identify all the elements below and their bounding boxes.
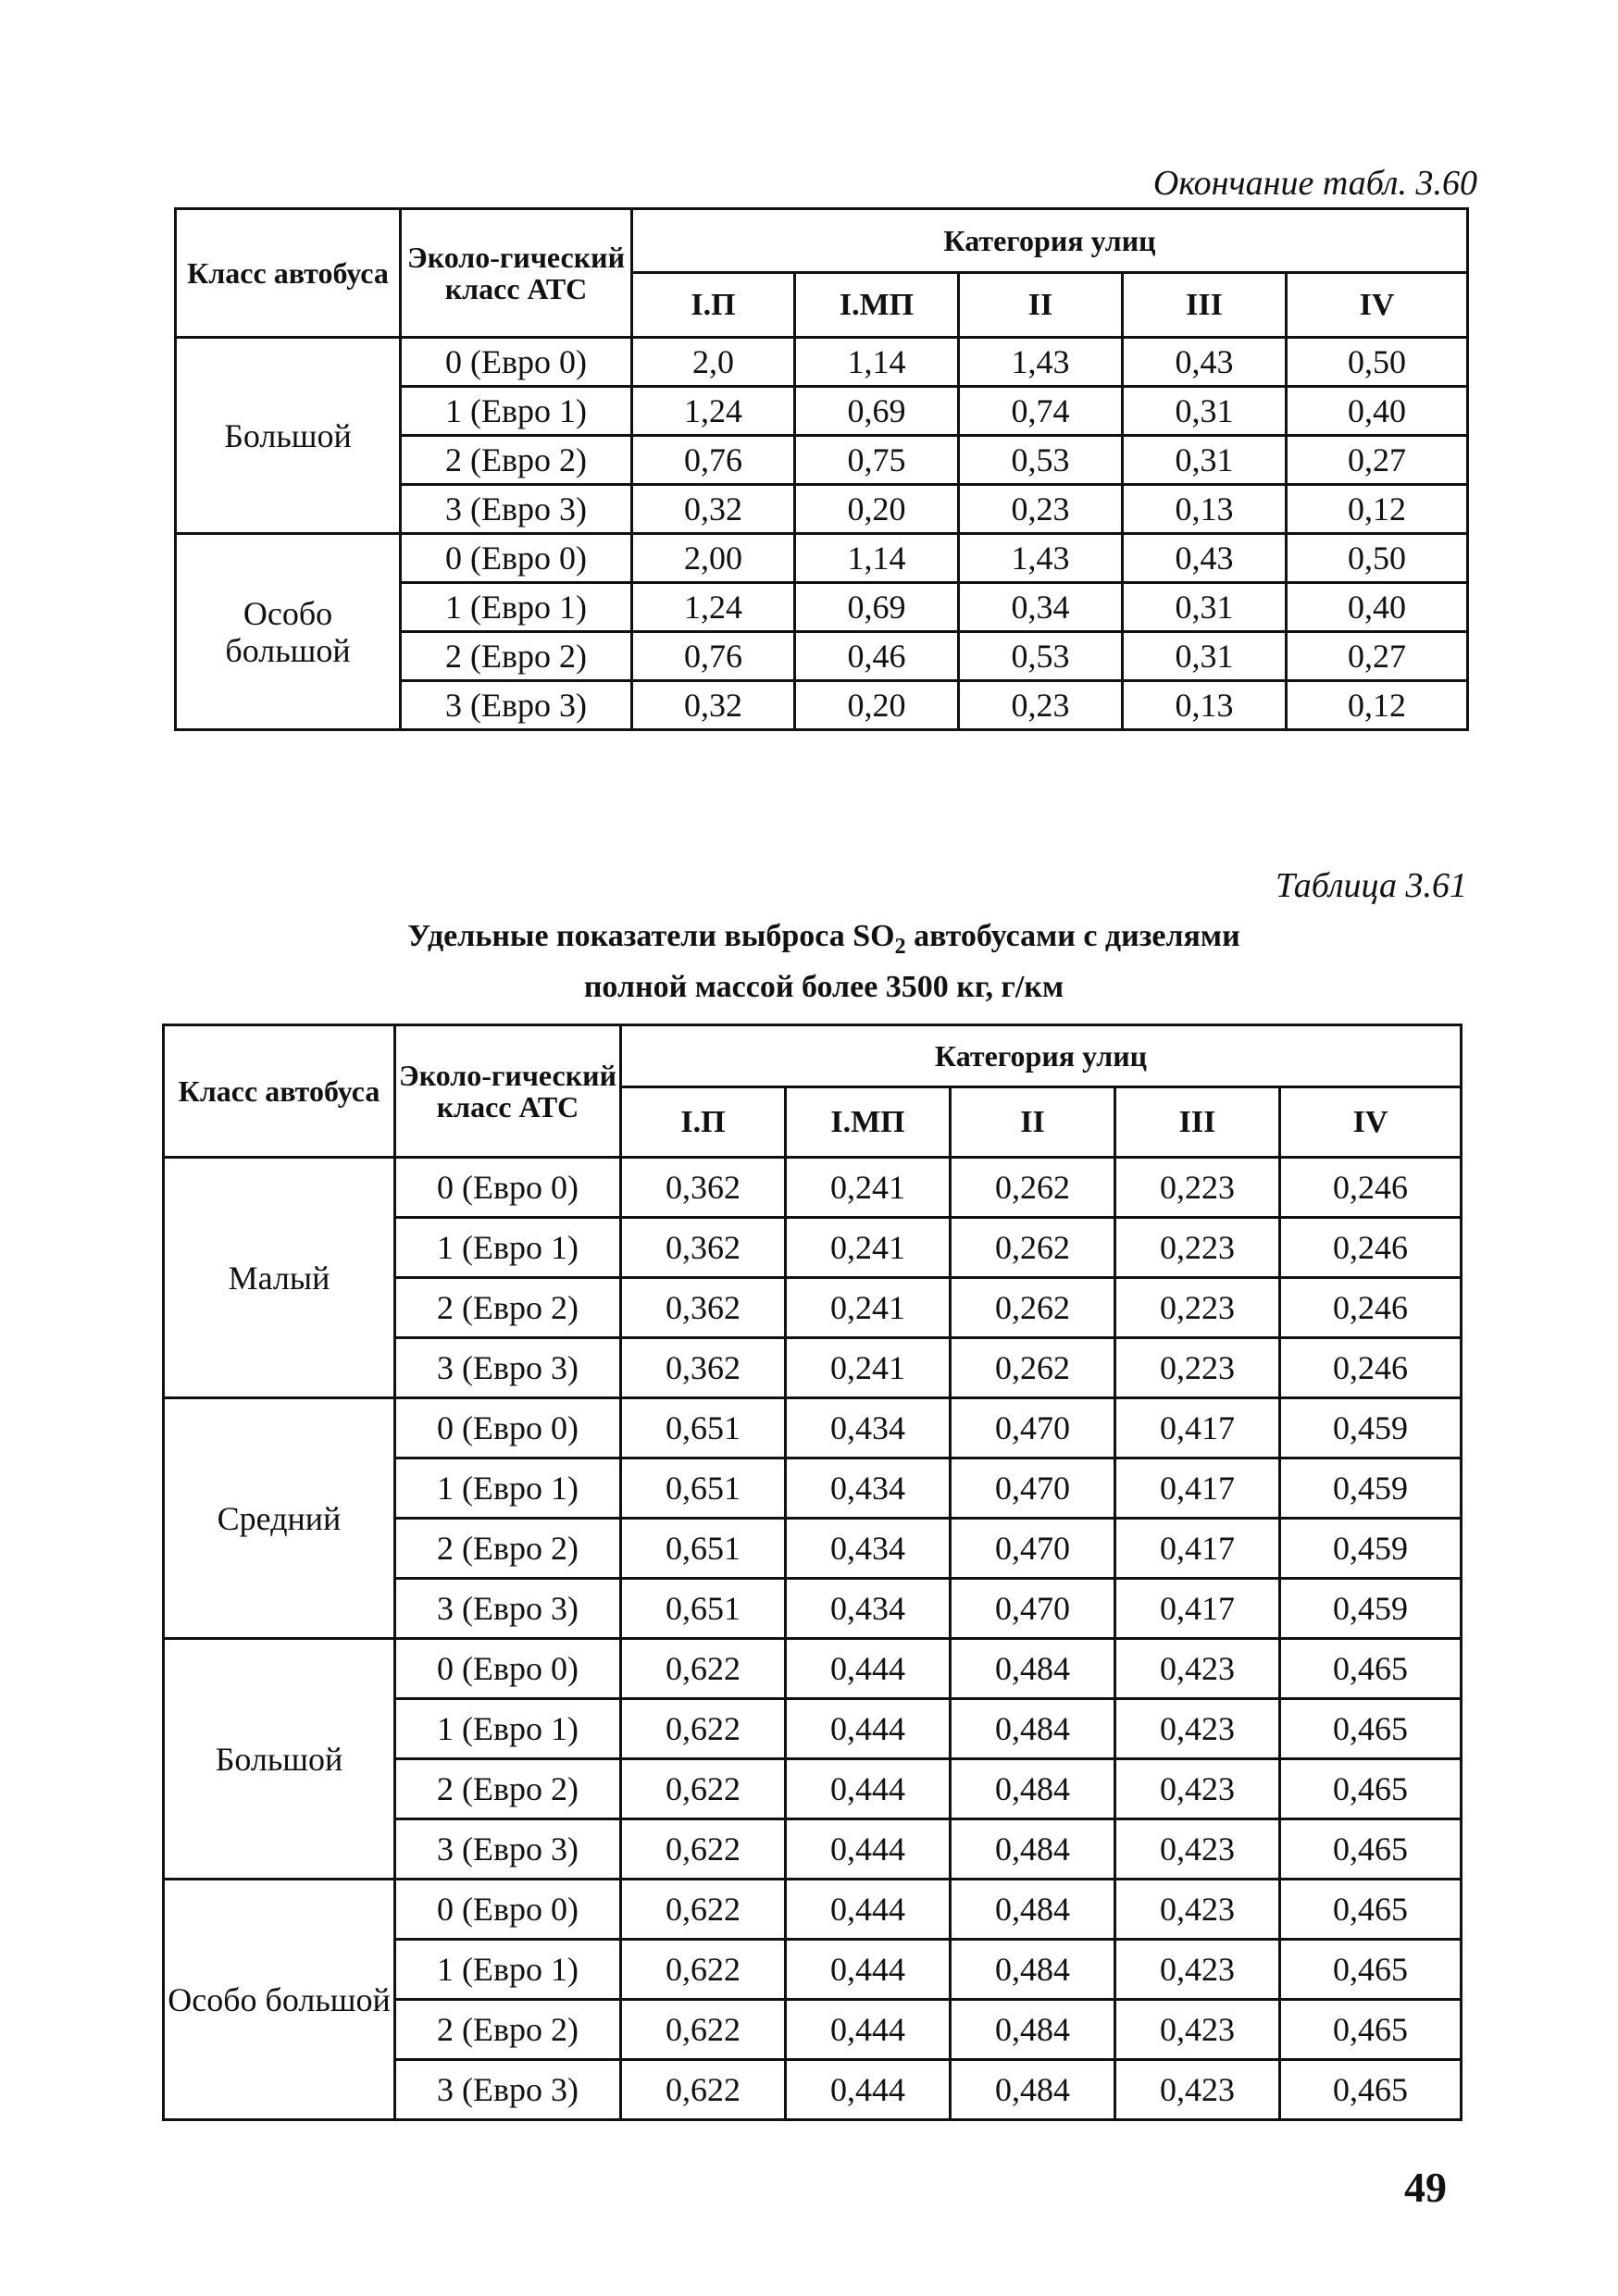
value-cell: 0,622 <box>621 1819 786 1880</box>
value-cell: 0,465 <box>1280 1819 1462 1880</box>
value-cell: 0,46 <box>795 632 959 681</box>
table-row <box>164 1639 1462 1699</box>
table-row <box>176 338 1468 387</box>
value-cell: 0,484 <box>951 1759 1115 1819</box>
value-cell: 0,622 <box>621 1699 786 1759</box>
value-cell: 0,12 <box>1287 485 1468 534</box>
eco-class-cell: 3 (Евро 3) <box>401 485 632 534</box>
value-cell: 0,69 <box>795 387 959 436</box>
value-cell: 0,417 <box>1115 1458 1280 1519</box>
bus-class-cell: Особо большой <box>176 534 401 730</box>
value-cell: 0,465 <box>1280 1639 1462 1699</box>
value-cell: 0,23 <box>959 681 1123 730</box>
eco-class-cell: 3 (Евро 3) <box>395 1819 621 1880</box>
value-cell: 0,465 <box>1280 2060 1462 2120</box>
value-cell: 0,470 <box>951 1398 1115 1458</box>
value-cell: 0,444 <box>786 2000 951 2060</box>
value-cell: 0,20 <box>795 485 959 534</box>
eco-class-cell: 2 (Евро 2) <box>401 436 632 485</box>
column-header: IV <box>1287 273 1468 338</box>
value-cell: 0,622 <box>621 1759 786 1819</box>
column-header: III <box>1123 273 1287 338</box>
eco-class-cell: 2 (Евро 2) <box>395 1519 621 1579</box>
column-header: I.МП <box>786 1087 951 1158</box>
value-cell: 0,434 <box>786 1398 951 1458</box>
value-cell: 0,223 <box>1115 1338 1280 1398</box>
eco-class-cell: 0 (Евро 0) <box>395 1398 621 1458</box>
eco-class-cell: 2 (Евро 2) <box>395 2000 621 2060</box>
table-caption: Таблица 3.61 <box>1276 866 1467 905</box>
value-cell: 0,20 <box>795 681 959 730</box>
eco-class-cell: 1 (Евро 1) <box>395 1218 621 1278</box>
value-cell: 0,27 <box>1287 632 1468 681</box>
value-cell: 0,622 <box>621 1880 786 1940</box>
value-cell: 0,262 <box>951 1278 1115 1338</box>
value-cell: 0,434 <box>786 1579 951 1639</box>
table-continuation-caption: Окончание табл. 3.60 <box>1152 164 1477 203</box>
value-cell: 1,14 <box>795 534 959 583</box>
table-title <box>278 916 1370 1008</box>
emission-table-3-61 <box>162 1024 1462 2121</box>
value-cell: 0,417 <box>1115 1519 1280 1579</box>
header-eco-class: Эколо-гический класс АТС <box>401 209 632 338</box>
value-cell: 0,246 <box>1280 1218 1462 1278</box>
column-header: III <box>1115 1087 1280 1158</box>
value-cell: 1,43 <box>959 534 1123 583</box>
eco-class-cell: 1 (Евро 1) <box>401 583 632 632</box>
value-cell: 0,444 <box>786 1940 951 2000</box>
value-cell: 0,223 <box>1115 1218 1280 1278</box>
value-cell: 0,622 <box>621 2060 786 2120</box>
value-cell: 0,484 <box>951 1880 1115 1940</box>
bus-class-cell: Особо большой <box>164 1880 395 2120</box>
value-cell: 0,246 <box>1280 1278 1462 1338</box>
value-cell: 0,53 <box>959 436 1123 485</box>
value-cell: 0,43 <box>1123 534 1287 583</box>
value-cell: 0,40 <box>1287 583 1468 632</box>
value-cell: 0,651 <box>621 1579 786 1639</box>
value-cell: 0,484 <box>951 2000 1115 2060</box>
value-cell: 0,417 <box>1115 1398 1280 1458</box>
value-cell: 2,0 <box>632 338 795 387</box>
eco-class-cell: 3 (Евро 3) <box>401 681 632 730</box>
eco-class-cell: 2 (Евро 2) <box>395 1759 621 1819</box>
eco-class-cell: 1 (Евро 1) <box>395 1940 621 2000</box>
value-cell: 0,423 <box>1115 2060 1280 2120</box>
header-eco-class: Эколо-гический класс АТС <box>395 1025 621 1158</box>
column-header: IV <box>1280 1087 1462 1158</box>
value-cell: 0,262 <box>951 1338 1115 1398</box>
value-cell: 0,622 <box>621 1639 786 1699</box>
value-cell: 0,484 <box>951 1639 1115 1699</box>
page-number: 49 <box>1404 2164 1447 2211</box>
value-cell: 0,246 <box>1280 1158 1462 1218</box>
eco-class-cell: 2 (Евро 2) <box>401 632 632 681</box>
value-cell: 1,24 <box>632 583 795 632</box>
value-cell: 0,12 <box>1287 681 1468 730</box>
value-cell: 0,484 <box>951 1699 1115 1759</box>
eco-class-cell: 0 (Евро 0) <box>395 1880 621 1940</box>
value-cell: 0,241 <box>786 1218 951 1278</box>
value-cell: 0,423 <box>1115 1819 1280 1880</box>
table-title-line2: полной массой более 3500 кг, г/км <box>583 969 1064 1004</box>
bus-class-cell: Большой <box>176 338 401 534</box>
value-cell: 0,423 <box>1115 1940 1280 2000</box>
column-header: II <box>959 273 1123 338</box>
eco-class-cell: 0 (Евро 0) <box>395 1158 621 1218</box>
value-cell: 0,32 <box>632 681 795 730</box>
value-cell: 0,23 <box>959 485 1123 534</box>
value-cell: 0,34 <box>959 583 1123 632</box>
value-cell: 0,423 <box>1115 1699 1280 1759</box>
value-cell: 0,465 <box>1280 1940 1462 2000</box>
value-cell: 0,50 <box>1287 534 1468 583</box>
eco-class-cell: 1 (Евро 1) <box>401 387 632 436</box>
value-cell: 0,484 <box>951 1940 1115 2000</box>
value-cell: 0,50 <box>1287 338 1468 387</box>
eco-class-cell: 1 (Евро 1) <box>395 1458 621 1519</box>
value-cell: 0,465 <box>1280 1880 1462 1940</box>
value-cell: 0,444 <box>786 2060 951 2120</box>
value-cell: 0,241 <box>786 1158 951 1218</box>
table-row <box>164 1880 1462 1940</box>
value-cell: 0,241 <box>786 1338 951 1398</box>
value-cell: 0,43 <box>1123 338 1287 387</box>
value-cell: 2,00 <box>632 534 795 583</box>
value-cell: 0,470 <box>951 1519 1115 1579</box>
eco-class-cell: 0 (Евро 0) <box>401 338 632 387</box>
value-cell: 1,14 <box>795 338 959 387</box>
header-bus-class: Класс автобуса <box>164 1025 395 1158</box>
value-cell: 0,32 <box>632 485 795 534</box>
value-cell: 0,470 <box>951 1458 1115 1519</box>
value-cell: 0,444 <box>786 1819 951 1880</box>
value-cell: 0,31 <box>1123 387 1287 436</box>
value-cell: 0,362 <box>621 1338 786 1398</box>
value-cell: 0,444 <box>786 1880 951 1940</box>
value-cell: 0,262 <box>951 1218 1115 1278</box>
bus-class-cell: Большой <box>164 1639 395 1880</box>
value-cell: 0,362 <box>621 1158 786 1218</box>
value-cell: 0,74 <box>959 387 1123 436</box>
value-cell: 0,69 <box>795 583 959 632</box>
value-cell: 0,31 <box>1123 436 1287 485</box>
header-street-category: Категория улиц <box>632 209 1468 273</box>
value-cell: 0,459 <box>1280 1398 1462 1458</box>
value-cell: 0,53 <box>959 632 1123 681</box>
value-cell: 0,651 <box>621 1398 786 1458</box>
eco-class-cell: 1 (Евро 1) <box>395 1699 621 1759</box>
value-cell: 0,444 <box>786 1639 951 1699</box>
column-header: II <box>951 1087 1115 1158</box>
value-cell: 0,223 <box>1115 1278 1280 1338</box>
header-bus-class: Класс автобуса <box>176 209 401 338</box>
value-cell: 0,423 <box>1115 1759 1280 1819</box>
value-cell: 0,13 <box>1123 681 1287 730</box>
title-part-1: Удельные показатели выброса SO <box>407 919 895 953</box>
eco-class-cell: 3 (Евро 3) <box>395 2060 621 2120</box>
header-street-category: Категория улиц <box>621 1025 1462 1087</box>
value-cell: 0,470 <box>951 1579 1115 1639</box>
table-title-line1 <box>278 916 1370 967</box>
value-cell: 0,459 <box>1280 1458 1462 1519</box>
value-cell: 0,622 <box>621 2000 786 2060</box>
value-cell: 1,24 <box>632 387 795 436</box>
table-row <box>164 1398 1462 1458</box>
value-cell: 0,75 <box>795 436 959 485</box>
eco-class-cell: 0 (Евро 0) <box>401 534 632 583</box>
value-cell: 0,484 <box>951 2060 1115 2120</box>
value-cell: 0,262 <box>951 1158 1115 1218</box>
value-cell: 0,417 <box>1115 1579 1280 1639</box>
column-header: I.П <box>621 1087 786 1158</box>
value-cell: 0,423 <box>1115 1880 1280 1940</box>
value-cell: 0,444 <box>786 1699 951 1759</box>
value-cell: 0,465 <box>1280 2000 1462 2060</box>
value-cell: 0,31 <box>1123 632 1287 681</box>
bus-class-cell: Малый <box>164 1158 395 1398</box>
value-cell: 0,465 <box>1280 1759 1462 1819</box>
value-cell: 0,27 <box>1287 436 1468 485</box>
eco-class-cell: 3 (Евро 3) <box>395 1338 621 1398</box>
value-cell: 1,43 <box>959 338 1123 387</box>
value-cell: 0,465 <box>1280 1699 1462 1759</box>
value-cell: 0,76 <box>632 632 795 681</box>
value-cell: 0,31 <box>1123 583 1287 632</box>
table-row <box>164 1158 1462 1218</box>
column-header: I.МП <box>795 273 959 338</box>
emission-table-3-60-end <box>174 207 1469 731</box>
value-cell: 0,444 <box>786 1759 951 1819</box>
value-cell: 0,484 <box>951 1819 1115 1880</box>
value-cell: 0,423 <box>1115 1639 1280 1699</box>
value-cell: 0,459 <box>1280 1519 1462 1579</box>
value-cell: 0,651 <box>621 1519 786 1579</box>
column-header: I.П <box>632 273 795 338</box>
value-cell: 0,434 <box>786 1458 951 1519</box>
value-cell: 0,76 <box>632 436 795 485</box>
value-cell: 0,459 <box>1280 1579 1462 1639</box>
eco-class-cell: 2 (Евро 2) <box>395 1278 621 1338</box>
value-cell: 0,434 <box>786 1519 951 1579</box>
value-cell: 0,362 <box>621 1218 786 1278</box>
eco-class-cell: 3 (Евро 3) <box>395 1579 621 1639</box>
table-row <box>176 534 1468 583</box>
value-cell: 0,423 <box>1115 2000 1280 2060</box>
value-cell: 0,362 <box>621 1278 786 1338</box>
title-subscript: 2 <box>894 934 906 959</box>
value-cell: 0,13 <box>1123 485 1287 534</box>
value-cell: 0,651 <box>621 1458 786 1519</box>
value-cell: 0,223 <box>1115 1158 1280 1218</box>
title-part-2: автобусами с дизелями <box>905 919 1240 953</box>
eco-class-cell: 0 (Евро 0) <box>395 1639 621 1699</box>
value-cell: 0,622 <box>621 1940 786 2000</box>
value-cell: 0,246 <box>1280 1338 1462 1398</box>
value-cell: 0,40 <box>1287 387 1468 436</box>
value-cell: 0,241 <box>786 1278 951 1338</box>
bus-class-cell: Средний <box>164 1398 395 1639</box>
